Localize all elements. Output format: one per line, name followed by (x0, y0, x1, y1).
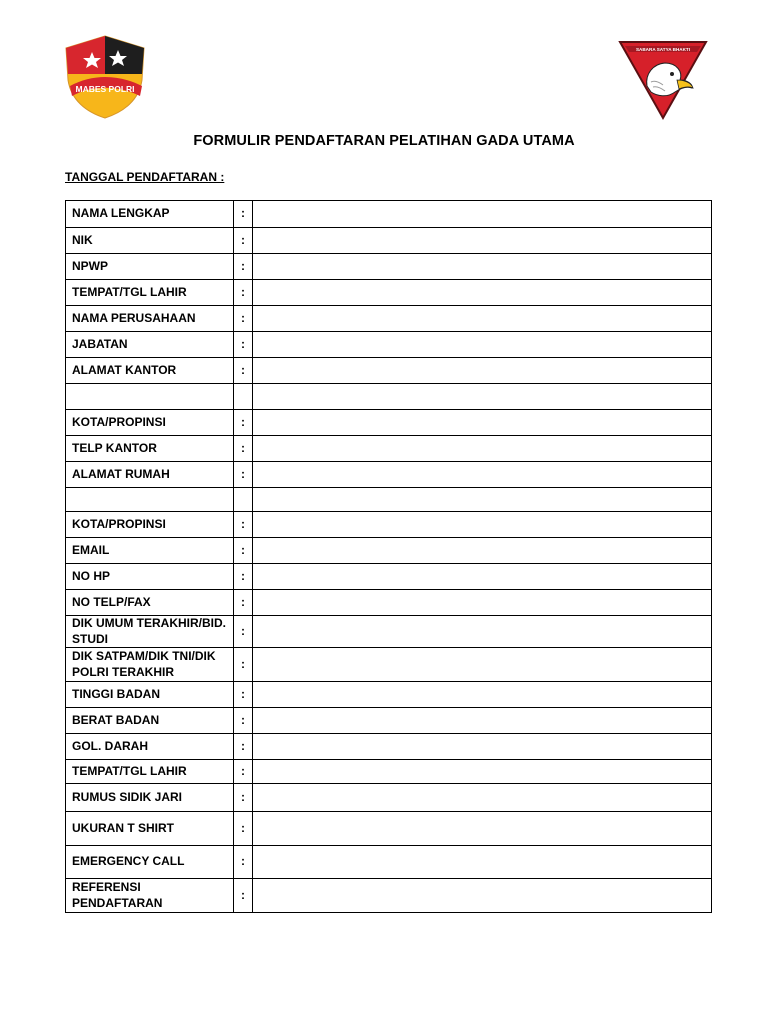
form-row (66, 879, 712, 913)
form-row (66, 538, 712, 564)
field-colon: : (234, 879, 253, 913)
form-row (66, 648, 712, 682)
form-row (66, 682, 712, 708)
field-colon: : (234, 228, 253, 254)
field-value[interactable] (253, 228, 712, 254)
field-colon: : (234, 280, 253, 306)
form-row (66, 784, 712, 812)
field-colon: : (234, 332, 253, 358)
form-row (66, 358, 712, 384)
field-colon: : (234, 462, 253, 488)
field-value[interactable] (253, 760, 712, 784)
field-value[interactable] (253, 384, 712, 410)
field-value[interactable] (253, 708, 712, 734)
field-value[interactable] (253, 682, 712, 708)
field-colon: : (234, 734, 253, 760)
field-value[interactable] (253, 280, 712, 306)
field-label (66, 488, 234, 512)
field-value[interactable] (253, 358, 712, 384)
field-label: NAMA PERUSAHAAN (66, 306, 234, 332)
field-colon: : (234, 201, 253, 228)
mabes-polri-logo (62, 34, 148, 120)
field-label: NPWP (66, 254, 234, 280)
field-label: RUMUS SIDIK JARI (66, 784, 234, 812)
field-value[interactable] (253, 564, 712, 590)
field-label: JABATAN (66, 332, 234, 358)
form-row (66, 812, 712, 846)
field-colon: : (234, 648, 253, 682)
field-label: UKURAN T SHIRT (66, 812, 234, 846)
form-row-blank (66, 488, 712, 512)
field-label: ALAMAT KANTOR (66, 358, 234, 384)
field-label: DIK UMUM TERAKHIR/BID. STUDI (66, 616, 234, 648)
field-colon: : (234, 358, 253, 384)
field-colon: : (234, 306, 253, 332)
field-label: NO HP (66, 564, 234, 590)
field-value[interactable] (253, 201, 712, 228)
field-label: GOL. DARAH (66, 734, 234, 760)
form-row (66, 436, 712, 462)
field-value[interactable] (253, 512, 712, 538)
form-row (66, 462, 712, 488)
sabhara-triangle-icon (617, 36, 709, 122)
form-row (66, 760, 712, 784)
form-row (66, 590, 712, 616)
field-colon: : (234, 708, 253, 734)
field-value[interactable] (253, 488, 712, 512)
field-colon: : (234, 512, 253, 538)
field-label: REFERENSI PENDAFTARAN (66, 879, 234, 913)
field-colon: : (234, 760, 253, 784)
field-colon: : (234, 784, 253, 812)
form-title: FORMULIR PENDAFTARAN PELATIHAN GADA UTAMA (193, 133, 575, 149)
mabes-polri-logo-text: MABES POLRI (75, 84, 135, 94)
field-value[interactable] (253, 846, 712, 879)
field-label: TELP KANTOR (66, 436, 234, 462)
field-colon: : (234, 682, 253, 708)
field-label: BERAT BADAN (66, 708, 234, 734)
form-row (66, 708, 712, 734)
form-row (66, 332, 712, 358)
registration-date-label: TANGGAL PENDAFTARAN : (65, 170, 225, 184)
mabes-polri-shield-icon (62, 34, 148, 120)
form-row (66, 201, 712, 228)
field-value[interactable] (253, 306, 712, 332)
sabhara-logo (617, 36, 709, 122)
field-value[interactable] (253, 254, 712, 280)
field-colon: : (234, 436, 253, 462)
field-value[interactable] (253, 648, 712, 682)
form-row (66, 254, 712, 280)
field-label (66, 384, 234, 410)
field-colon (234, 488, 253, 512)
field-label: TEMPAT/TGL LAHIR (66, 280, 234, 306)
field-colon: : (234, 254, 253, 280)
field-label: TEMPAT/TGL LAHIR (66, 760, 234, 784)
field-value[interactable] (253, 538, 712, 564)
form-row (66, 306, 712, 332)
field-value[interactable] (253, 590, 712, 616)
form-row (66, 410, 712, 436)
field-value[interactable] (253, 784, 712, 812)
field-label: EMAIL (66, 538, 234, 564)
form-row (66, 512, 712, 538)
field-value[interactable] (253, 734, 712, 760)
form-row-blank (66, 384, 712, 410)
field-value[interactable] (253, 410, 712, 436)
field-label: NO TELP/FAX (66, 590, 234, 616)
field-colon: : (234, 590, 253, 616)
form-row (66, 616, 712, 648)
field-value[interactable] (253, 462, 712, 488)
field-value[interactable] (253, 436, 712, 462)
field-value[interactable] (253, 332, 712, 358)
field-label: ALAMAT RUMAH (66, 462, 234, 488)
field-label: DIK SATPAM/DIK TNI/DIK POLRI TERAKHIR (66, 648, 234, 682)
field-value[interactable] (253, 812, 712, 846)
form-row (66, 564, 712, 590)
field-label: EMERGENCY CALL (66, 846, 234, 879)
form-row (66, 280, 712, 306)
field-value[interactable] (253, 879, 712, 913)
field-colon: : (234, 616, 253, 648)
field-colon (234, 384, 253, 410)
field-label: KOTA/PROPINSI (66, 512, 234, 538)
form-row (66, 228, 712, 254)
field-colon: : (234, 564, 253, 590)
field-label: TINGGI BADAN (66, 682, 234, 708)
registration-form-table (65, 200, 712, 913)
field-label: NIK (66, 228, 234, 254)
field-colon: : (234, 812, 253, 846)
form-row (66, 734, 712, 760)
form-row (66, 846, 712, 879)
field-colon: : (234, 538, 253, 564)
field-label: NAMA LENGKAP (66, 201, 234, 228)
field-value[interactable] (253, 616, 712, 648)
sabhara-logo-text: SABARA SATYA BHAKTI (635, 47, 691, 52)
field-colon: : (234, 846, 253, 879)
field-label: KOTA/PROPINSI (66, 410, 234, 436)
field-colon: : (234, 410, 253, 436)
